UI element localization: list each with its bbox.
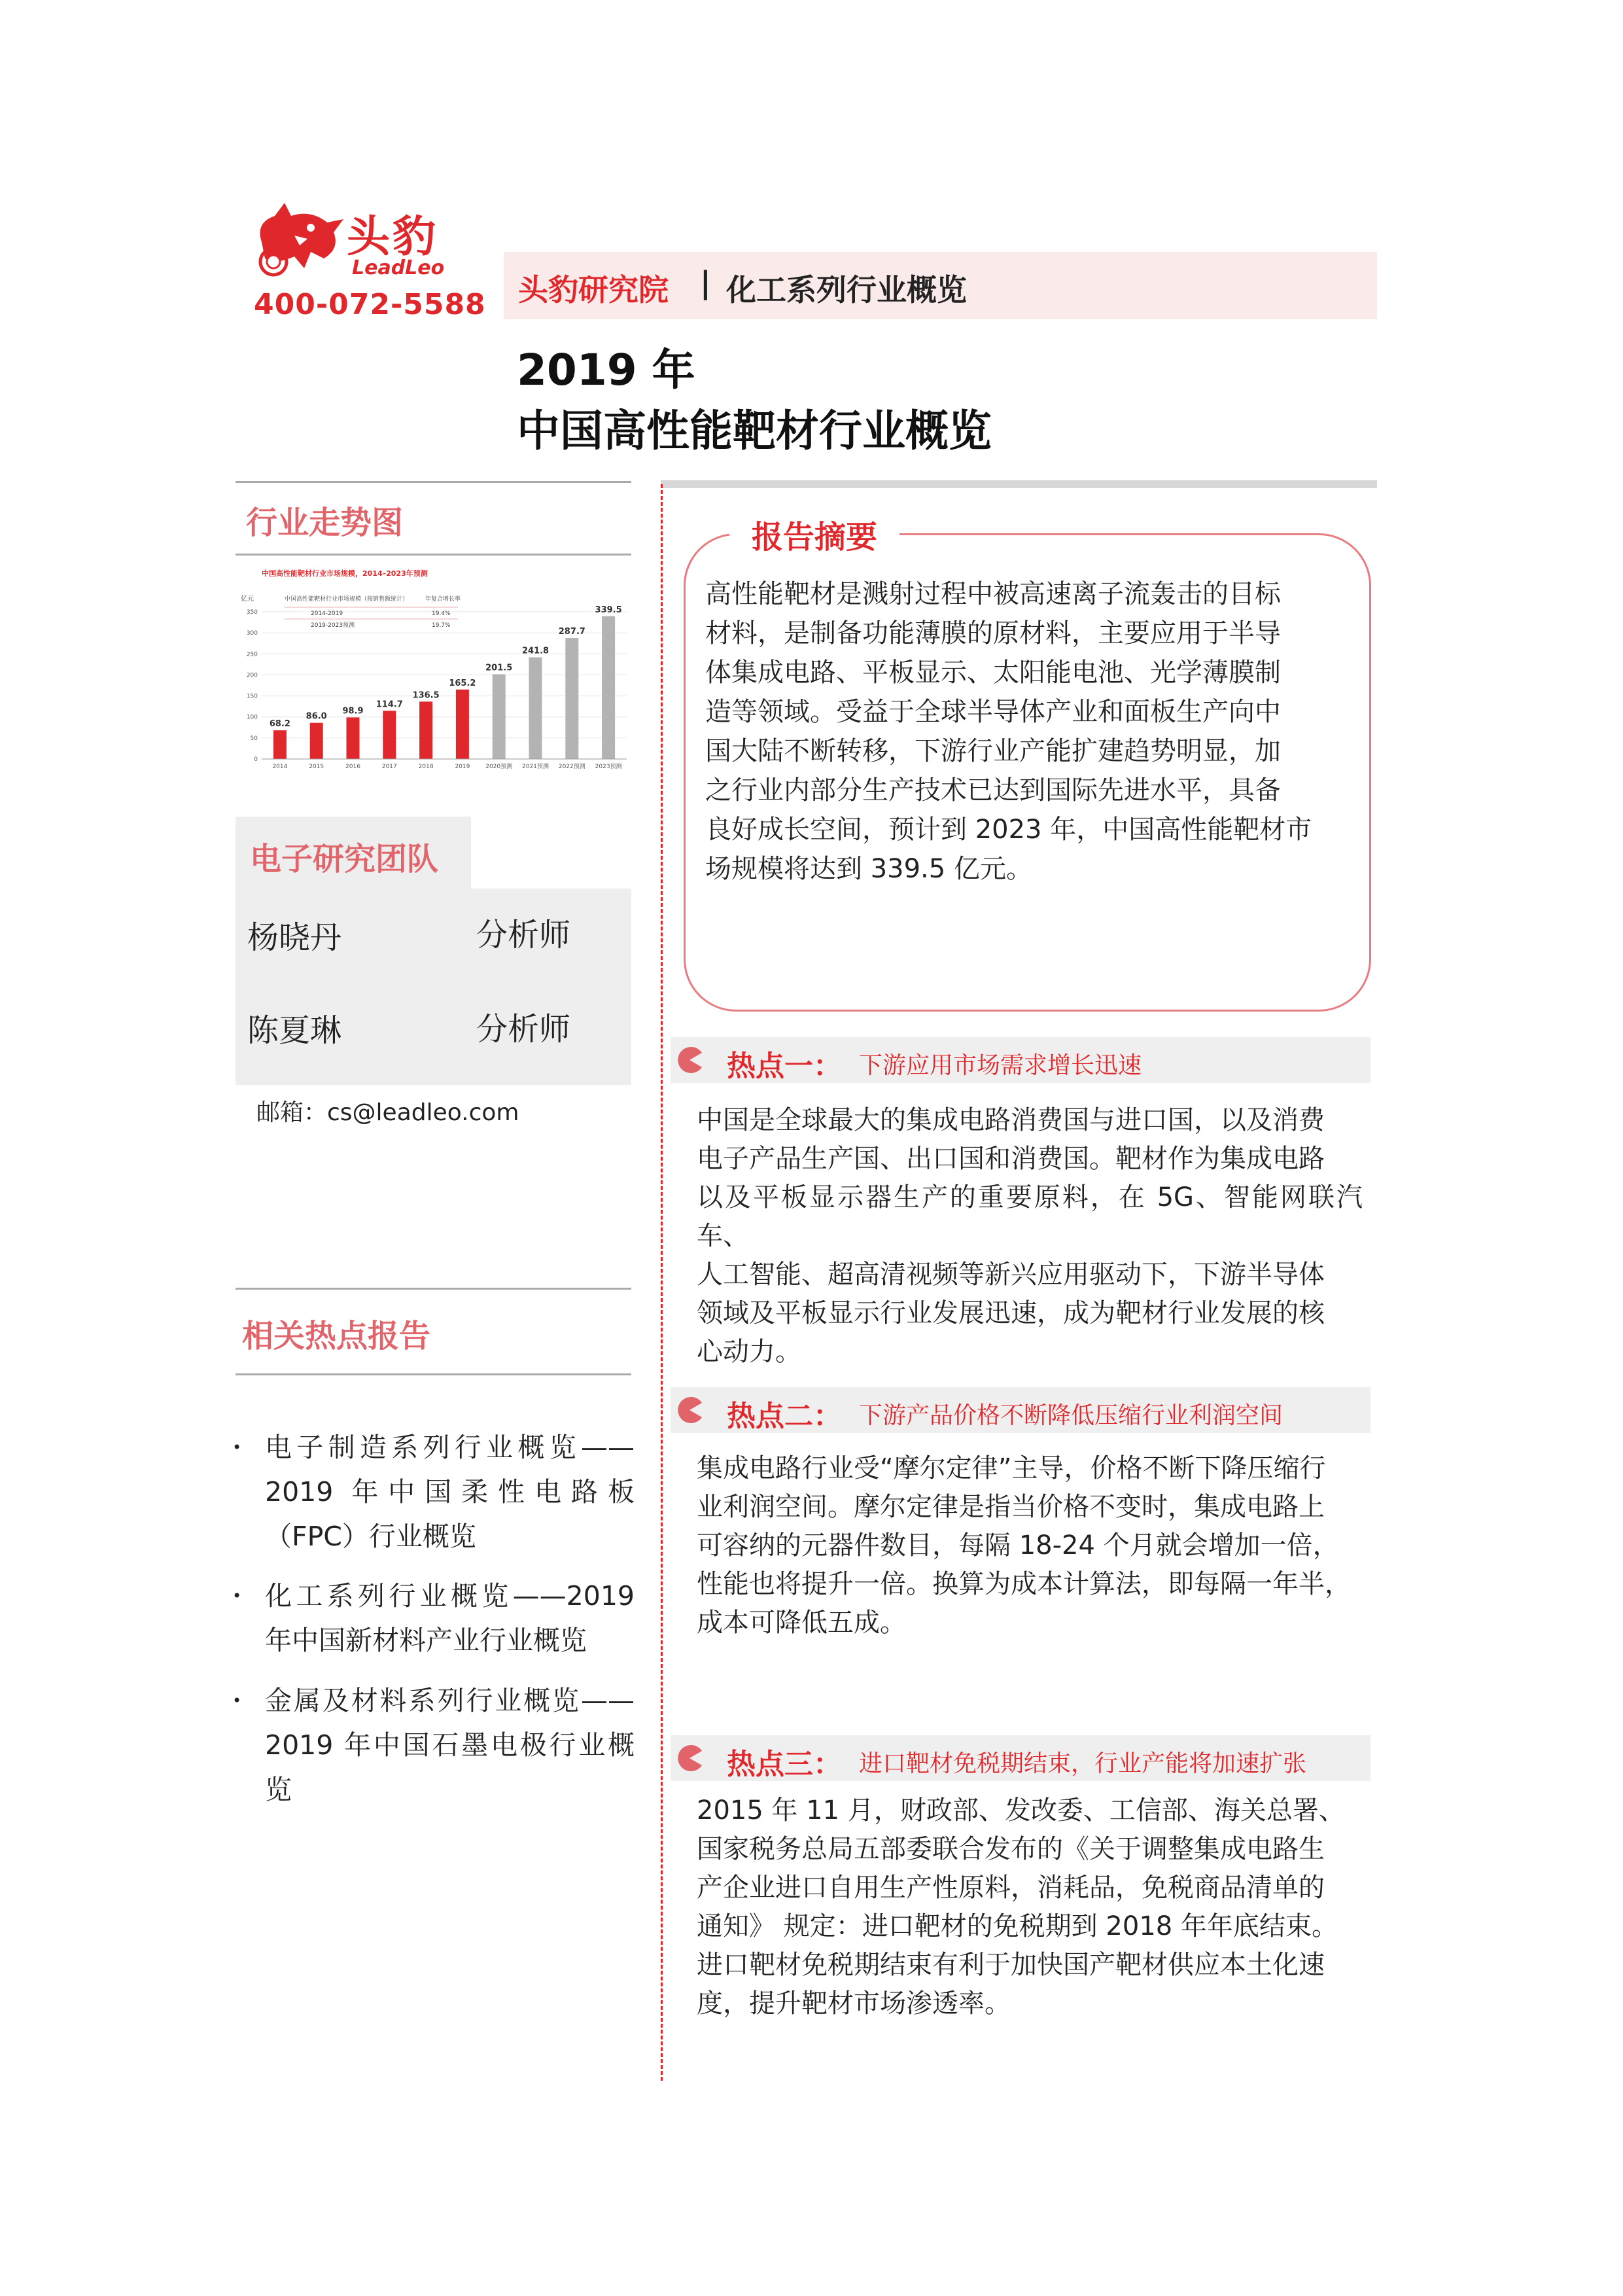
bar <box>529 658 542 759</box>
hotspot-bar <box>671 1037 1370 1083</box>
y-tick-label: 150 <box>246 693 258 700</box>
abstract-line: 之行业内部分生产技术已达到国际先进水平，具备 <box>705 775 1281 805</box>
hotspot-label: 热点三： <box>727 1748 842 1781</box>
related-report-link[interactable]: 金属及材料系列行业概览——2019 年中国石墨电极行业概览 <box>265 1685 635 1805</box>
member-role: 分析师 <box>476 917 571 953</box>
abstract-line: 场规模将达到 339.5 亿元。 <box>705 854 1032 884</box>
hotspot-line: 以及平板显示器生产的重要原料，在 5G、智能网联汽车、 <box>697 1182 1363 1251</box>
data-label: 68.2 <box>269 719 290 730</box>
hotspot-line: 性能也将提升一倍。换算为成本计算法，即每隔一年半， <box>697 1569 1351 1599</box>
trend-chart-svg <box>236 563 631 785</box>
x-tick-label: 2021预测 <box>522 764 549 770</box>
bar <box>273 730 287 759</box>
hotspot-subtitle: 下游产品价格不断降低压缩行业利润空间 <box>859 1402 1283 1429</box>
member-role: 分析师 <box>476 1011 571 1048</box>
hotspot-line: 业利润空间。摩尔定律是指当价格不变时，集成电路上 <box>697 1492 1325 1522</box>
abstract-line: 造等领域。受益于全球半导体产业和面板生产向中 <box>705 697 1281 727</box>
related-report-link[interactable]: 化工系列行业概览——2019 年中国新材料产业行业概览 <box>265 1580 635 1656</box>
member-name: 陈夏琳 <box>247 1012 342 1049</box>
related-report-link[interactable]: 电子制造系列行业概览——2019 年中国柔性电路板（FPC）行业概览 <box>265 1432 635 1552</box>
data-label: 86.0 <box>305 711 327 722</box>
x-tick-label: 2020预测 <box>485 764 513 770</box>
team-list <box>236 889 631 1085</box>
related-section-heading <box>236 1288 631 1375</box>
hotspot-text <box>697 1449 1363 1642</box>
hotspot-line: 通知》 规定：进口靶材的免税期到 2018 年年底结束。 <box>697 1911 1338 1941</box>
report-year: 2019 年 <box>517 345 695 395</box>
bullet-icon: • <box>232 1691 242 1710</box>
trend-chart <box>236 563 631 785</box>
abstract-line: 材料，是制备功能薄膜的原材料，主要应用于半导 <box>705 618 1281 648</box>
y-tick-label: 300 <box>246 630 258 637</box>
hotspot-line: 产企业进口自用生产性原料，消耗品，免税商品清单的 <box>697 1873 1325 1903</box>
institute-name: 头豹研究院 <box>518 272 669 308</box>
data-label: 114.7 <box>375 699 403 710</box>
hotspot-line: 国家税务总局五部委联合发布的《关于调整集成电路生 <box>697 1834 1325 1864</box>
y-tick-label: 50 <box>250 735 258 742</box>
pacman-marker-icon <box>676 1396 703 1424</box>
bar <box>493 674 506 759</box>
legend-header: 年复合增长率 <box>425 596 461 603</box>
x-tick-label: 2015 <box>309 764 324 770</box>
data-label: 339.5 <box>595 605 622 615</box>
hotspot-line: 领域及平板显示行业发展迅速，成为靶材行业发展的核 <box>697 1298 1325 1328</box>
header-bar <box>504 252 1377 319</box>
hotspot-line: 心动力。 <box>697 1337 801 1367</box>
data-label: 241.8 <box>521 646 550 656</box>
hotspot-bar <box>671 1735 1370 1781</box>
hotspot-line: 成本可降低五成。 <box>697 1608 906 1638</box>
abstract-heading: 报告摘要 <box>729 512 899 557</box>
data-label: 136.5 <box>412 690 440 701</box>
x-tick-label: 2019 <box>455 764 470 770</box>
pacman-marker-icon <box>676 1744 703 1772</box>
team-heading: 电子研究团队 <box>250 841 439 877</box>
chart-ylabel: 亿元 <box>241 595 254 603</box>
hotspot-bar <box>671 1387 1370 1433</box>
report-title: 中国高性能靶材行业概览 <box>517 406 992 456</box>
member-name: 杨晓丹 <box>247 919 342 956</box>
hotspot-line: 中国是全球最大的集成电路消费国与进口国，以及消费 <box>697 1105 1325 1135</box>
x-tick-label: 2017 <box>381 764 397 770</box>
y-tick-label: 100 <box>246 714 258 721</box>
legend-cagr: 19.7% <box>432 622 451 629</box>
hotspot-text <box>697 1101 1363 1371</box>
legend-header: 中国高性能靶材行业市场规模（按销售额统计） <box>285 596 409 603</box>
bar <box>310 723 323 759</box>
hotspot-subtitle: 下游应用市场需求增长迅速 <box>859 1052 1142 1079</box>
top-rule <box>661 480 1377 488</box>
hotspot-line: 集成电路行业受“摩尔定律”主导，价格不断下降压缩行 <box>697 1453 1326 1483</box>
data-label: 165.2 <box>449 678 476 688</box>
series-name: 化工系列行业概览 <box>726 272 967 308</box>
hotspot-line: 进口靶材免税期结束有利于加快国产靶材供应本土化速 <box>697 1950 1325 1980</box>
x-tick-label: 2023预测 <box>595 764 622 770</box>
abstract-text <box>705 574 1350 889</box>
abstract-line: 国大陆不断转移，下游行业产能扩建趋势明显，加 <box>705 736 1281 766</box>
bullet-icon: • <box>232 1587 242 1605</box>
bar <box>565 638 578 759</box>
legend-cagr: 19.4% <box>432 610 451 617</box>
abstract-line: 高性能靶材是溅射过程中被高速离子流轰击的目标 <box>705 579 1281 609</box>
legend-period: 2019-2023预测 <box>311 622 355 629</box>
abstract-line: 良好成长空间，预计到 2023 年，中国高性能靶材市 <box>705 815 1312 845</box>
hotspot-subtitle: 进口靶材免税期结束，行业产能将加速扩张 <box>859 1750 1307 1777</box>
leopard-logo-icon <box>249 196 347 281</box>
column-divider <box>661 484 663 2081</box>
y-tick-label: 350 <box>246 609 258 616</box>
bar <box>456 690 469 759</box>
y-tick-label: 200 <box>246 672 258 679</box>
contact-email[interactable]: 邮箱：cs@leadleo.com <box>256 1099 519 1126</box>
pacman-marker-icon <box>676 1046 703 1074</box>
hotspot-line: 电子产品生产国、出口国和消费国。靶材作为集成电路 <box>697 1144 1325 1174</box>
x-tick-label: 2016 <box>345 764 360 770</box>
hotspot-text <box>697 1792 1363 2023</box>
brand-name-en: LeadLeo <box>352 256 445 279</box>
related-heading: 相关热点报告 <box>242 1318 431 1354</box>
data-label: 287.7 <box>558 627 585 637</box>
x-tick-label: 2022预测 <box>558 764 585 770</box>
bar <box>602 616 615 759</box>
bullet-icon: • <box>232 1438 242 1457</box>
data-label: 98.9 <box>342 706 364 716</box>
hotspot-line: 2015 年 11 月，财政部、发改委、工信部、海关总署、 <box>697 1795 1345 1826</box>
brand-name-cn: 头豹 <box>347 211 438 262</box>
hotspot-label: 热点一： <box>727 1050 842 1083</box>
hotspot-line: 度，提升靶材市场渗透率。 <box>697 1988 1011 2019</box>
hotspot-line: 人工智能、超高清视频等新兴应用驱动下，下游半导体 <box>697 1260 1325 1290</box>
bar <box>419 701 432 759</box>
x-tick-label: 2018 <box>418 764 434 770</box>
abstract-line: 体集成电路、平板显示、太阳能电池、光学薄膜制 <box>705 658 1281 688</box>
y-tick-label: 0 <box>254 756 258 763</box>
hotspot-label: 热点二： <box>727 1400 842 1433</box>
chart-title: 中国高性能靶材行业市场规模，2014–2023年预测 <box>262 569 428 578</box>
bar <box>383 711 396 759</box>
hotspot-line: 可容纳的元器件数目，每隔 18-24 个月就会增加一倍， <box>697 1530 1339 1561</box>
x-tick-label: 2014 <box>272 764 288 770</box>
trend-heading: 行业走势图 <box>246 504 404 541</box>
trend-section-heading <box>236 481 631 556</box>
bar <box>347 717 360 759</box>
data-label: 201.5 <box>485 663 513 673</box>
y-tick-label: 250 <box>246 651 258 658</box>
brand-phone: 400-072-5588 <box>254 288 486 321</box>
header-separator: | <box>700 265 711 300</box>
legend-period: 2014-2019 <box>311 610 343 617</box>
team-section-heading <box>236 817 471 889</box>
